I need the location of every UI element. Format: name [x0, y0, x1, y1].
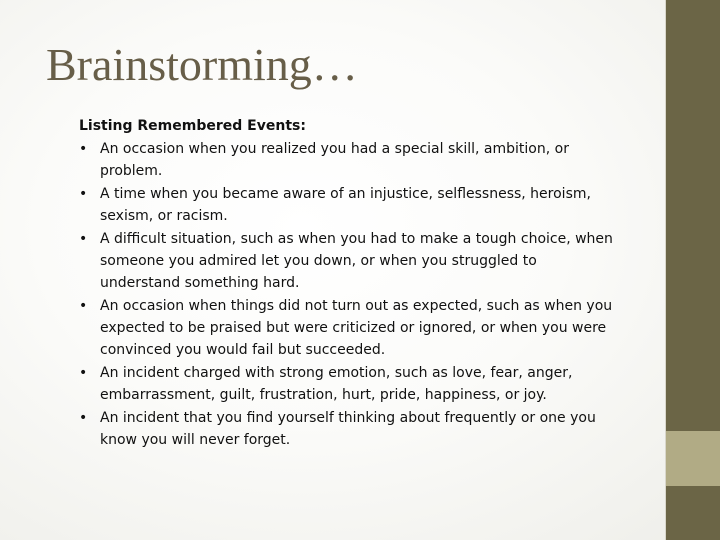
bullet-item: [79, 228, 619, 294]
bullet-icon: •: [79, 298, 88, 314]
bullet-text: An occasion when you realized you had a special skill, ambition, or problem.: [100, 141, 569, 179]
bullet-item: [79, 138, 619, 182]
slide-title: Brainstorming…: [46, 39, 358, 90]
bullet-item: [79, 295, 619, 361]
bullet-text: An incident charged with strong emotion, such as love, fear, anger, embarrassment, guilt, frustration, hurt, pride, happiness, or joy.: [100, 365, 573, 403]
bullet-icon: •: [79, 365, 88, 381]
bullet-icon: •: [79, 141, 88, 157]
bullet-text: A time when you became aware of an injustice, selflessness, heroism, sexism, or racism.: [100, 186, 591, 224]
bullet-list: [79, 138, 619, 451]
side-band-accent: [666, 431, 720, 486]
bullet-icon: •: [79, 231, 88, 247]
bullet-icon: •: [79, 186, 88, 202]
bullet-icon: •: [79, 410, 88, 426]
bullet-item: [79, 183, 619, 227]
slide-body: [79, 115, 619, 451]
section-heading: Listing Remembered Events:: [79, 118, 306, 134]
bullet-text: An incident that you find yourself thinking about frequently or one you know you will never forget.: [100, 410, 596, 448]
bullet-text: A difficult situation, such as when you had to make a tough choice, when someone you admired let you down, or when you struggled to understand something hard.: [100, 231, 613, 291]
bullet-item: [79, 407, 619, 451]
bullet-item: [79, 362, 619, 406]
bullet-text: An occasion when things did not turn out as expected, such as when you expected to be praised but were criticized or ignored, or when you were convinced you would fail but succeeded.: [100, 298, 613, 358]
